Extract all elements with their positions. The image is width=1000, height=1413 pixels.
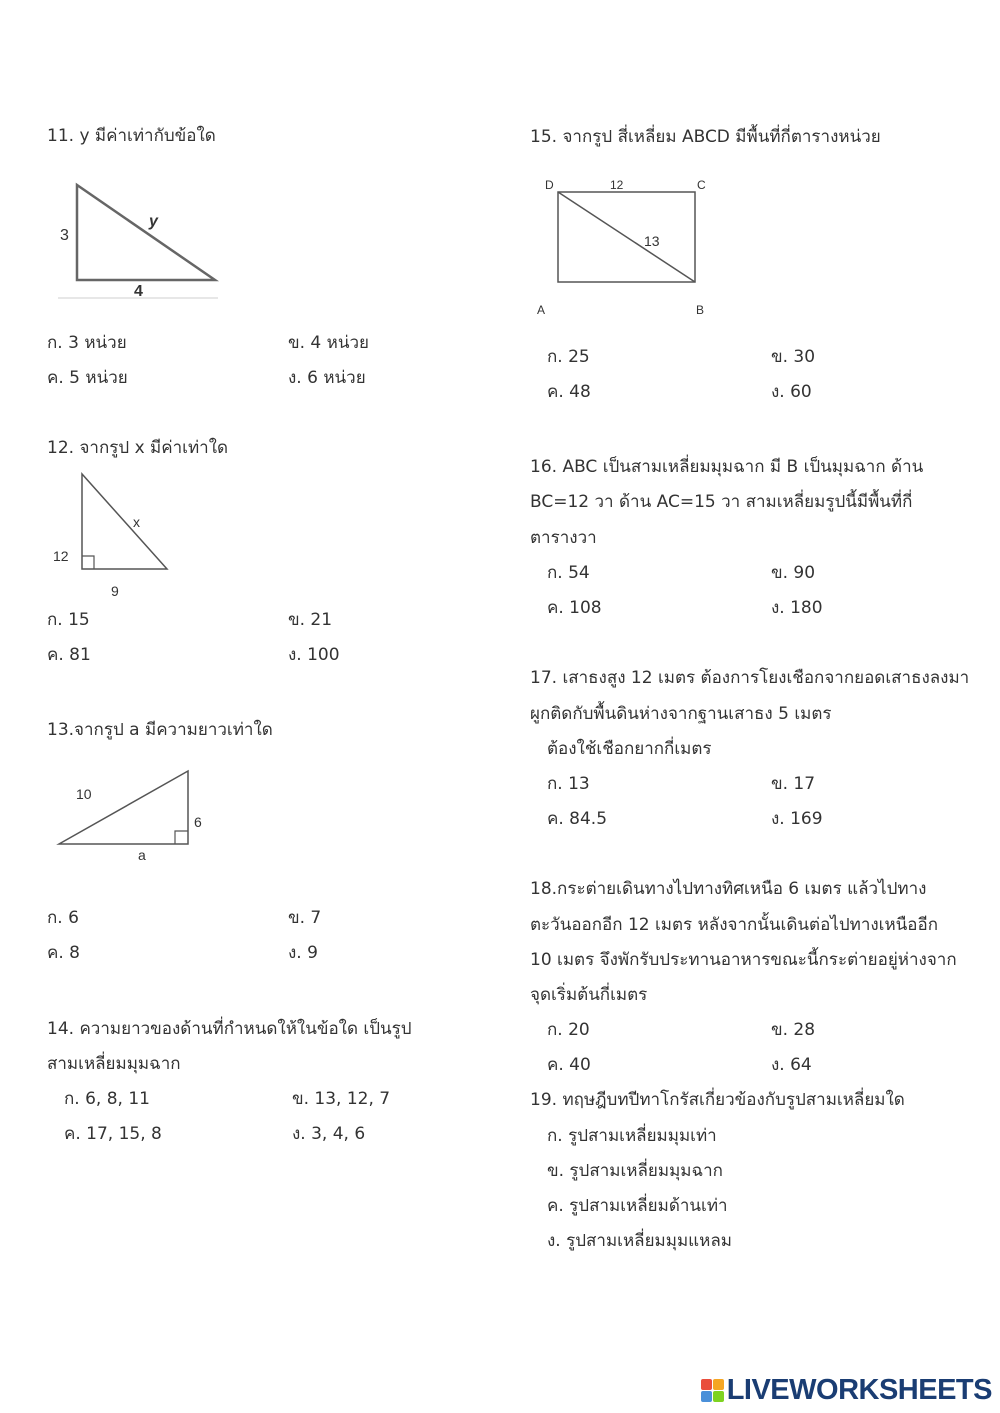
- q15-option-c[interactable]: ค. 48: [547, 382, 591, 402]
- q11-question: 11. y มีค่าเท่ากับข้อใด: [47, 126, 216, 146]
- q17-option-d[interactable]: ง. 169: [771, 809, 823, 829]
- q15-rectangle-figure: [530, 172, 730, 322]
- q13-triangle-figure: [48, 760, 223, 870]
- q12-option-c[interactable]: ค. 81: [47, 645, 91, 665]
- q14-option-c[interactable]: ค. 17, 15, 8: [64, 1124, 162, 1144]
- q18-option-c[interactable]: ค. 40: [547, 1055, 591, 1075]
- q13-option-a[interactable]: ก. 6: [47, 908, 79, 928]
- liveworksheets-logo[interactable]: [701, 1373, 992, 1407]
- q11-label-bottom: 4: [134, 283, 143, 300]
- q15-option-a[interactable]: ก. 25: [547, 347, 590, 367]
- q19-option-b[interactable]: ข. รูปสามเหลี่ยมมุมฉาก: [547, 1161, 723, 1181]
- q16-question-line3: ตารางวา: [530, 528, 597, 548]
- q15-option-d[interactable]: ง. 60: [771, 382, 812, 402]
- q15-label-diag: 13: [644, 233, 660, 249]
- logo-text: LIVEWORKSHEETS: [726, 1373, 992, 1406]
- logo-tile-green: [713, 1391, 724, 1402]
- q16-option-a[interactable]: ก. 54: [547, 563, 590, 583]
- q12-option-a[interactable]: ก. 15: [47, 610, 90, 630]
- logo-tile-orange: [713, 1379, 724, 1390]
- q15-label-top: 12: [610, 178, 624, 192]
- q14-option-b[interactable]: ข. 13, 12, 7: [292, 1089, 391, 1109]
- q14-question-line1: 14. ความยาวของด้านที่กำหนดให้ในข้อใด เป็นรูป: [47, 1019, 412, 1039]
- q11-option-c[interactable]: ค. 5 หน่วย: [47, 368, 128, 388]
- q14-option-a[interactable]: ก. 6, 8, 11: [64, 1089, 150, 1109]
- q12-label-hyp: x: [133, 514, 140, 530]
- q13-option-c[interactable]: ค. 8: [47, 943, 80, 963]
- q13-label-right: 6: [194, 814, 202, 830]
- q12-label-bottom: 9: [111, 583, 119, 599]
- q12-option-b[interactable]: ข. 21: [288, 610, 333, 630]
- q13-question: 13.จากรูป a มีความยาวเท่าใด: [47, 720, 273, 740]
- q14-option-d[interactable]: ง. 3, 4, 6: [292, 1124, 366, 1144]
- q18-question-line2: ตะวันออกอีก 12 เมตร หลังจากนั้นเดินต่อไปทางเหนืออีก: [530, 915, 939, 935]
- q17-question-line1: 17. เสาธงสูง 12 เมตร ต้องการโยงเชือกจากยอดเสาธงลงมา: [530, 668, 970, 688]
- q12-triangle-figure: [48, 468, 188, 603]
- q15-label-a: A: [537, 303, 546, 317]
- logo-tile-red: [701, 1379, 712, 1390]
- q18-question-line3: 10 เมตร จึงพักรับประทานอาหารขณะนี้กระต่ายอยู่ห่างจาก: [530, 950, 957, 970]
- q11-label-left: 3: [60, 227, 69, 244]
- q13-label-bottom: a: [138, 847, 146, 863]
- q16-question-line2: BC=12 วา ด้าน AC=15 วา สามเหลี่ยมรูปนี้มีพื้นที่กี่: [530, 492, 913, 512]
- q11-option-d[interactable]: ง. 6 หน่วย: [288, 368, 366, 388]
- q12-option-d[interactable]: ง. 100: [288, 645, 340, 665]
- q19-question: 19. ทฤษฎีบทปีทาโกรัสเกี่ยวข้องกับรูปสามเหลี่ยมใด: [530, 1090, 905, 1110]
- q15-question: 15. จากรูป สี่เหลี่ยม ABCD มีพื้นที่กี่ตารางหน่วย: [530, 127, 881, 147]
- q13-label-hyp: 10: [76, 786, 92, 802]
- q17-question-line2: ผูกติดกับพื้นดินห่างจากฐานเสาธง 5 เมตร: [530, 704, 832, 724]
- q17-option-b[interactable]: ข. 17: [771, 774, 816, 794]
- q18-question-line1: 18.กระต่ายเดินทางไปทางทิศเหนือ 6 เมตร แล้วไปทาง: [530, 879, 927, 899]
- q12-label-left: 12: [53, 548, 69, 564]
- q18-question-line4: จุดเริ่มต้นกี่เมตร: [530, 985, 648, 1005]
- q14-question-line2: สามเหลี่ยมมุมฉาก: [47, 1054, 181, 1074]
- q11-option-b[interactable]: ข. 4 หน่วย: [288, 333, 369, 353]
- q19-option-d[interactable]: ง. รูปสามเหลี่ยมมุมแหลม: [547, 1231, 732, 1251]
- q13-option-d[interactable]: ง. 9: [288, 943, 318, 963]
- q12-question: 12. จากรูป x มีค่าเท่าใด: [47, 438, 229, 458]
- q17-question-line3: ต้องใช้เชือกยากกี่เมตร: [547, 739, 712, 759]
- q19-option-c[interactable]: ค. รูปสามเหลี่ยมด้านเท่า: [547, 1196, 728, 1216]
- q15-label-b: B: [696, 303, 705, 317]
- q16-option-c[interactable]: ค. 108: [547, 598, 602, 618]
- logo-tile-blue: [701, 1391, 712, 1402]
- q13-option-b[interactable]: ข. 7: [288, 908, 322, 928]
- q16-option-d[interactable]: ง. 180: [771, 598, 823, 618]
- q16-question-line1: 16. ABC เป็นสามเหลี่ยมมุมฉาก มี B เป็นมุมฉาก ด้าน: [530, 457, 924, 477]
- q15-label-d: D: [545, 178, 554, 192]
- q17-option-c[interactable]: ค. 84.5: [547, 809, 608, 829]
- q15-label-c: C: [697, 178, 706, 192]
- q11-triangle-figure: [48, 168, 238, 306]
- q17-option-a[interactable]: ก. 13: [547, 774, 590, 794]
- q11-label-hyp: y: [149, 213, 158, 230]
- q15-option-b[interactable]: ข. 30: [771, 347, 816, 367]
- logo-mark-icon: [701, 1379, 724, 1402]
- q16-option-b[interactable]: ข. 90: [771, 563, 816, 583]
- q18-option-d[interactable]: ง. 64: [771, 1055, 812, 1075]
- q11-option-a[interactable]: ก. 3 หน่วย: [47, 333, 127, 353]
- q19-option-a[interactable]: ก. รูปสามเหลี่ยมมุมเท่า: [547, 1126, 717, 1146]
- q18-option-a[interactable]: ก. 20: [547, 1020, 590, 1040]
- q18-option-b[interactable]: ข. 28: [771, 1020, 816, 1040]
